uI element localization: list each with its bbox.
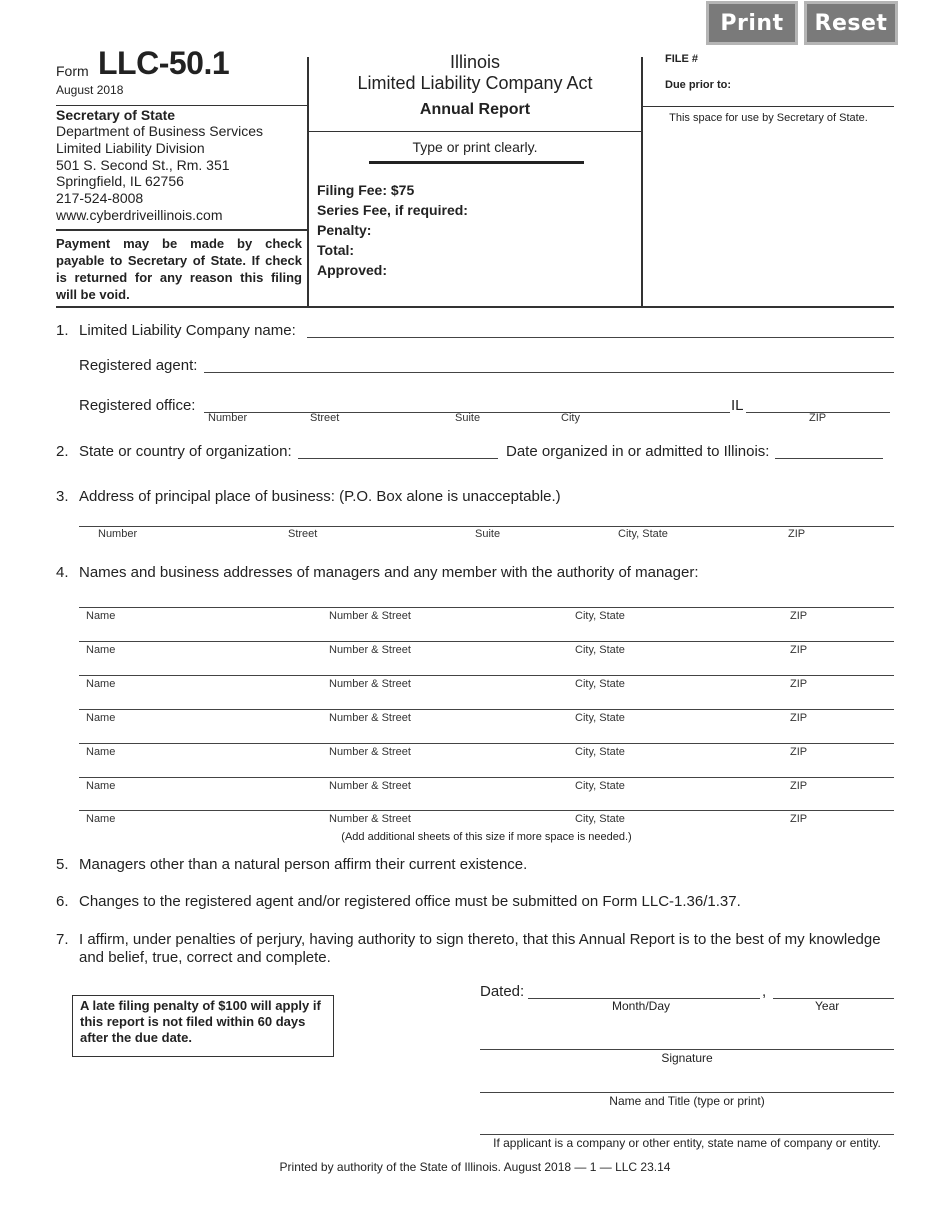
late-penalty-box: A late filing penalty of $100 will apply if this report is not filed within 60 days after the due date. bbox=[72, 995, 334, 1057]
form-date: August 2018 bbox=[56, 83, 124, 97]
header-divider-right bbox=[643, 106, 894, 107]
manager-row-caption: Name bbox=[86, 610, 116, 622]
manager-row-caption: City, State bbox=[575, 780, 625, 792]
manager-row-caption: Name bbox=[86, 678, 116, 690]
address-line: Department of Business Services bbox=[56, 123, 263, 139]
state-of-organization-field[interactable] bbox=[298, 458, 498, 459]
due-date-label: Due prior to: bbox=[665, 79, 731, 91]
report-title: Annual Report bbox=[419, 101, 531, 118]
office-caption-city: City bbox=[561, 412, 580, 424]
act-heading bbox=[309, 52, 641, 94]
sos-address bbox=[56, 123, 263, 224]
manager-row-caption: City, State bbox=[575, 746, 625, 758]
item-7-text: I affirm, under penalties of perjury, having authority to sign thereto, that this Annual Report is to the best of my knowledge and belief, true, correct and complete. bbox=[79, 931, 881, 966]
entity-name-caption: If applicant is a company or other entity, state name of company or entity. bbox=[493, 1136, 881, 1150]
month-day-caption: Month/Day bbox=[612, 999, 671, 1013]
item-3-number: 3. bbox=[56, 488, 69, 505]
llc-name-field[interactable] bbox=[307, 337, 894, 338]
manager-row-caption: City, State bbox=[575, 813, 625, 825]
principal-address-label: Address of principal place of business: (P.O. Box alone is unacceptable.) bbox=[79, 488, 561, 505]
header-divider-middle bbox=[309, 131, 641, 132]
manager-note: (Add additional sheets of this size if more space is needed.) bbox=[341, 831, 632, 843]
manager-row-field[interactable] bbox=[79, 641, 894, 642]
item-6-number: 6. bbox=[56, 893, 69, 910]
name-title-caption: Name and Title (type or print) bbox=[609, 1094, 765, 1108]
office-caption-number: Number bbox=[208, 412, 248, 424]
item-5-text: Managers other than a natural person affirm their current existence. bbox=[79, 856, 528, 873]
registered-agent-field[interactable] bbox=[204, 372, 894, 373]
form-prefix: Form bbox=[56, 63, 89, 79]
principal-address-field[interactable] bbox=[79, 526, 894, 527]
header-vline-left bbox=[307, 57, 309, 307]
manager-row-field[interactable] bbox=[79, 709, 894, 710]
type-note-rule bbox=[369, 161, 584, 164]
registered-office-label: Registered office: bbox=[79, 397, 196, 414]
manager-row-caption: Name bbox=[86, 746, 116, 758]
sos-use-note: This space for use by Secretary of State. bbox=[669, 112, 868, 124]
llc-name-label: Limited Liability Company name: bbox=[79, 322, 296, 339]
item-6-text: Changes to the registered agent and/or registered office must be submitted on Form LLC-1.36/1.37. bbox=[79, 893, 741, 910]
address-line: 217-524-8008 bbox=[56, 190, 144, 207]
dated-label: Dated: bbox=[480, 983, 525, 1000]
principal-caption-number: Number bbox=[98, 528, 138, 540]
fee-approved: Approved: bbox=[317, 262, 387, 278]
fee-list bbox=[317, 180, 468, 280]
registered-agent-label: Registered agent: bbox=[79, 357, 198, 374]
office-caption-suite: Suite bbox=[455, 412, 481, 424]
managers-label: Names and business addresses of managers and any member with the authority of manager: bbox=[79, 564, 699, 581]
date-organized-label: Date organized in or admitted to Illinois: bbox=[506, 443, 770, 460]
year-caption: Year bbox=[815, 999, 840, 1013]
office-caption-street: Street bbox=[310, 412, 340, 424]
manager-row-caption: Number & Street bbox=[329, 610, 411, 622]
item-5-number: 5. bbox=[56, 856, 69, 873]
manager-row-field[interactable] bbox=[79, 810, 894, 811]
office-caption-zip: ZIP bbox=[809, 412, 827, 424]
payment-divider bbox=[56, 229, 307, 231]
manager-row-caption: ZIP bbox=[790, 610, 808, 622]
principal-caption-street: Street bbox=[288, 528, 318, 540]
header-divider-left bbox=[56, 105, 307, 106]
item-2-number: 2. bbox=[56, 443, 69, 460]
act-line-1: Illinois bbox=[449, 52, 501, 72]
manager-row-caption: ZIP bbox=[790, 746, 808, 758]
manager-row-caption: City, State bbox=[575, 678, 625, 690]
header-vline-right bbox=[641, 57, 643, 307]
manager-row-field[interactable] bbox=[79, 675, 894, 676]
principal-caption-zip: ZIP bbox=[788, 528, 806, 540]
print-button[interactable]: Print bbox=[706, 1, 798, 45]
item-4-number: 4. bbox=[56, 564, 69, 581]
address-line: Springfield, IL 62756 bbox=[56, 173, 184, 190]
entity-name-field[interactable] bbox=[480, 1134, 894, 1135]
manager-row-caption: Number & Street bbox=[329, 712, 411, 724]
item-7-number: 7. bbox=[56, 931, 69, 948]
manager-row-field[interactable] bbox=[79, 777, 894, 778]
manager-row-caption: Name bbox=[86, 780, 116, 792]
manager-row-caption: Name bbox=[86, 644, 116, 656]
manager-row-caption: Number & Street bbox=[329, 746, 411, 758]
address-line: www.cyberdriveillinois.com bbox=[56, 206, 223, 223]
manager-row-field[interactable] bbox=[79, 607, 894, 608]
sos-title: Secretary of State bbox=[56, 107, 176, 123]
manager-row-caption: ZIP bbox=[790, 678, 808, 690]
manager-row-caption: ZIP bbox=[790, 813, 808, 825]
act-line-2: Limited Liability Company Act bbox=[357, 73, 593, 93]
dated-comma: , bbox=[762, 983, 767, 1000]
item-1-number: 1. bbox=[56, 322, 69, 339]
signature-caption: Signature bbox=[661, 1051, 713, 1065]
manager-row-caption: Number & Street bbox=[329, 780, 411, 792]
manager-row-caption: City, State bbox=[575, 610, 625, 622]
manager-row-caption: ZIP bbox=[790, 712, 808, 724]
manager-row-caption: Number & Street bbox=[329, 813, 411, 825]
fee-series: Series Fee, if required: bbox=[317, 202, 468, 218]
date-organized-field[interactable] bbox=[775, 458, 883, 459]
manager-row-caption: Name bbox=[86, 712, 116, 724]
name-title-field[interactable] bbox=[480, 1092, 894, 1093]
page-footer: Printed by authority of the State of Illinois. August 2018 — 1 — LLC 23.14 bbox=[279, 1160, 671, 1174]
manager-row-caption: Number & Street bbox=[329, 644, 411, 656]
header-bottom-rule bbox=[56, 306, 894, 308]
type-note: Type or print clearly. bbox=[412, 139, 538, 155]
reset-button[interactable]: Reset bbox=[804, 1, 898, 45]
manager-row-field[interactable] bbox=[79, 743, 894, 744]
manager-row-caption: City, State bbox=[575, 712, 625, 724]
form-number: LLC-50.1 bbox=[98, 45, 230, 81]
fee-filing: Filing Fee: $75 bbox=[317, 182, 415, 198]
manager-row-caption: City, State bbox=[575, 644, 625, 656]
manager-row-caption: ZIP bbox=[790, 644, 808, 656]
file-number-label: FILE # bbox=[665, 53, 699, 65]
manager-row-caption: Number & Street bbox=[329, 678, 411, 690]
address-line: 501 S. Second St., Rm. 351 bbox=[56, 156, 230, 173]
manager-row-caption: ZIP bbox=[790, 780, 808, 792]
signature-field[interactable] bbox=[480, 1049, 894, 1050]
principal-caption-suite: Suite bbox=[475, 528, 501, 540]
address-line: Limited Liability Division bbox=[56, 139, 205, 156]
state-of-organization-label: State or country of organization: bbox=[79, 443, 292, 460]
principal-caption-city-state: City, State bbox=[618, 528, 668, 540]
registered-office-state: IL bbox=[731, 397, 744, 414]
manager-row-caption: Name bbox=[86, 813, 116, 825]
payment-note: Payment may be made by check payable to Secretary of State. If check is returned for any reason this filing will be void. bbox=[56, 236, 302, 302]
fee-penalty: Penalty: bbox=[317, 222, 372, 238]
fee-total: Total: bbox=[317, 242, 355, 258]
